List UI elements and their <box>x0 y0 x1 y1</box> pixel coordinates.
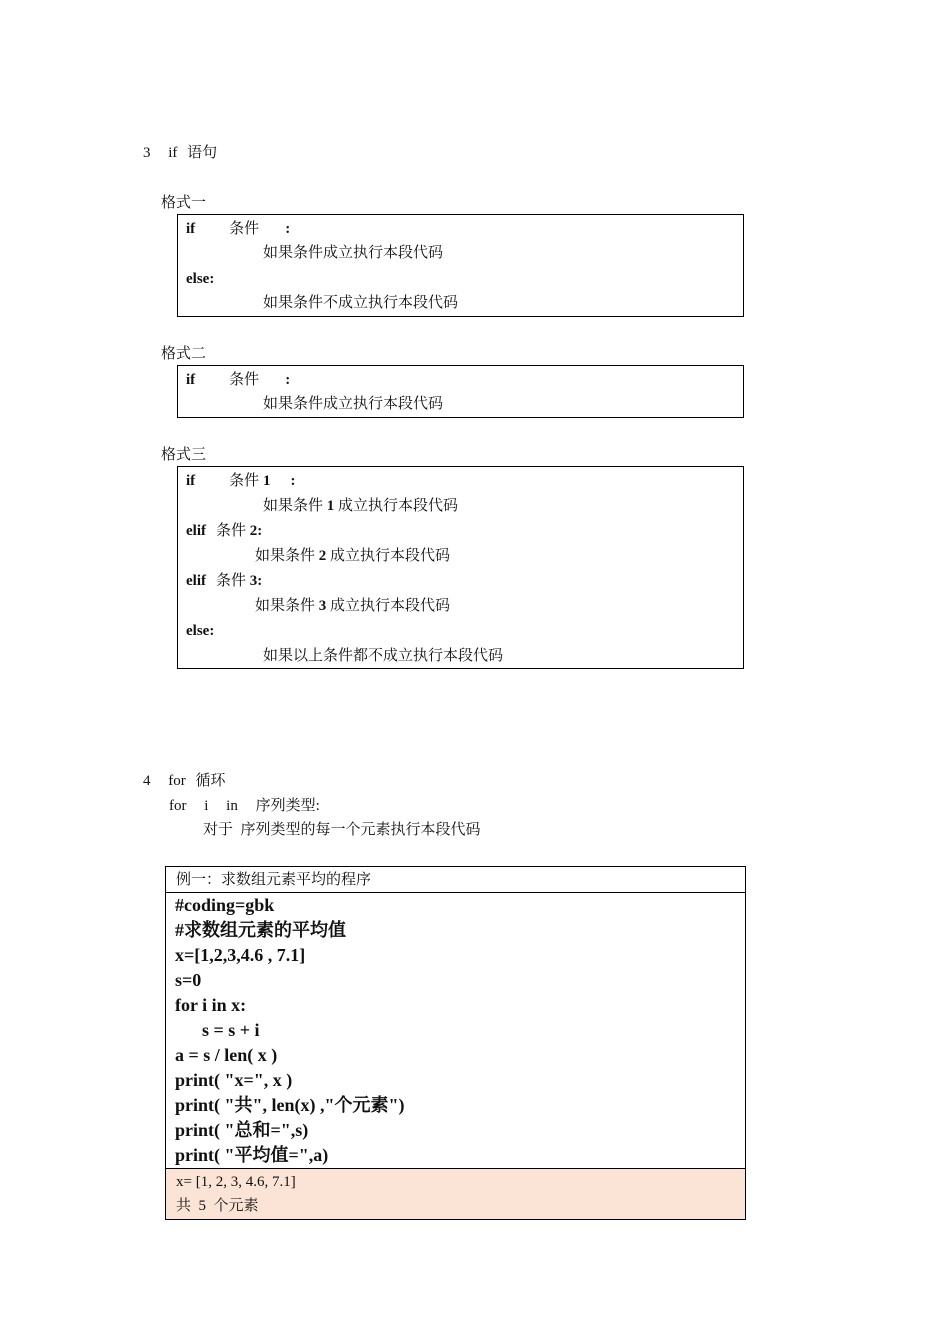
condition-number: 2 <box>318 548 327 564</box>
section-number: 3 <box>143 145 151 161</box>
example-code <box>175 893 404 1168</box>
format-3-line-5 <box>186 569 262 594</box>
code-line: s=0 <box>175 970 202 990</box>
syntax-type: 序列类型: <box>255 798 320 814</box>
condition-number: 2: <box>249 523 263 539</box>
syntax-in: in <box>226 798 238 814</box>
format-3-line-7: else: <box>186 623 215 639</box>
section-title: 语句 <box>187 145 218 161</box>
format-1-line-2: 如果条件成立执行本段代码 <box>263 245 444 261</box>
text: 成立执行本段代码 <box>326 598 451 614</box>
text: 成立执行本段代码 <box>326 548 451 564</box>
text: 如果条件 <box>255 548 319 564</box>
code-line: print( "总和=",s) <box>175 1120 309 1140</box>
syntax-for: for <box>169 798 187 814</box>
format-3-line-1 <box>186 469 295 494</box>
section-title: 循环 <box>195 773 226 789</box>
for-description: 对于 序列类型的每一个元素执行本段代码 <box>203 822 481 838</box>
example-box <box>165 866 746 1220</box>
condition-number: 1 <box>262 473 271 489</box>
condition-text: 条件 <box>216 573 250 589</box>
keyword-if: if <box>186 372 196 388</box>
format-1-line-3: else: <box>186 271 215 287</box>
text: 如果条件 <box>255 598 319 614</box>
keyword-elif: elif <box>186 523 206 539</box>
keyword-if: if <box>186 473 196 489</box>
output-line: x= [1, 2, 3, 4.6, 7.1] <box>176 1174 296 1190</box>
condition-text: 条件 <box>229 473 263 489</box>
format-2-line-2: 如果条件成立执行本段代码 <box>263 396 444 412</box>
section-number: 4 <box>143 773 151 789</box>
section-keyword: if <box>168 145 178 161</box>
format-3-line-6 <box>255 594 450 619</box>
format-2-line-1 <box>186 368 290 393</box>
format-3-box <box>177 466 744 669</box>
condition-text: 条件 <box>229 372 260 388</box>
format-1-box <box>177 214 744 317</box>
code-line: #coding=gbk <box>175 895 275 915</box>
code-line: print( "平均值=",a) <box>175 1145 329 1165</box>
syntax-i: i <box>204 798 209 814</box>
format-3-line-3 <box>186 519 262 544</box>
colon: : <box>285 221 291 237</box>
example-title: 例一：求数组元素平均的程序 <box>166 867 745 893</box>
code-line: #求数组元素的平均值 <box>175 920 346 940</box>
code-line: for i in x: <box>175 995 247 1015</box>
format-3-label: 格式三 <box>161 447 207 463</box>
format-3-line-2 <box>263 494 458 519</box>
code-line: print( "x=", x ) <box>175 1070 293 1090</box>
code-line: s = s + i <box>175 1020 260 1040</box>
condition-text: 条件 <box>229 221 260 237</box>
format-2-box <box>177 365 744 418</box>
condition-number: 1 <box>326 498 335 514</box>
section-3-heading <box>143 143 217 163</box>
format-2-label: 格式二 <box>161 346 207 362</box>
section-4-heading <box>143 771 226 791</box>
format-1-line-1 <box>186 217 290 242</box>
output-line: 共 5 个元素 <box>176 1198 259 1214</box>
format-3-line-4 <box>255 544 450 569</box>
condition-number: 3: <box>249 573 263 589</box>
code-line: x=[1,2,3,4.6 , 7.1] <box>175 945 306 965</box>
text: 成立执行本段代码 <box>334 498 459 514</box>
section-keyword: for <box>168 773 186 789</box>
example-output <box>166 1168 745 1219</box>
format-1-line-4: 如果条件不成立执行本段代码 <box>263 295 459 311</box>
for-syntax <box>169 796 320 816</box>
keyword-if: if <box>186 221 196 237</box>
text: 如果条件 <box>263 498 327 514</box>
condition-number: 3 <box>318 598 327 614</box>
format-3-line-8: 如果以上条件都不成立执行本段代码 <box>263 648 504 664</box>
keyword-elif: elif <box>186 573 206 589</box>
condition-text: 条件 <box>216 523 250 539</box>
code-line: a = s / len( x ) <box>175 1045 278 1065</box>
code-line: print( "共", len(x) ,"个元素") <box>175 1095 405 1115</box>
colon: : <box>290 473 296 489</box>
colon: : <box>285 372 291 388</box>
format-1-label: 格式一 <box>161 195 207 211</box>
